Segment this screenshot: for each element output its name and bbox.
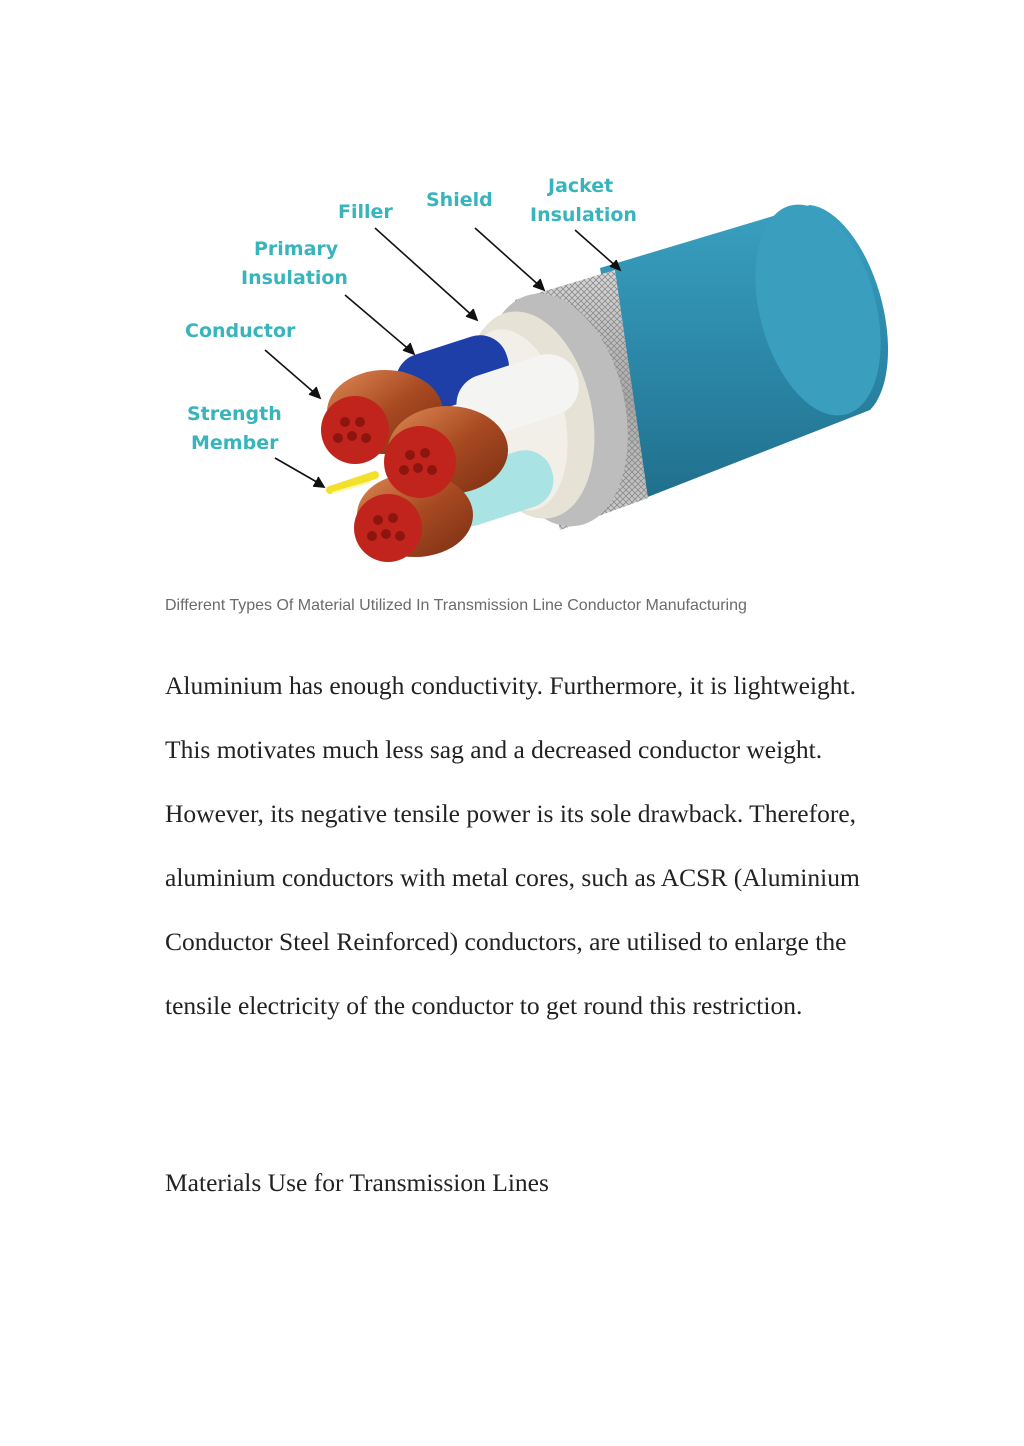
label-conductor: Conductor [185, 320, 296, 342]
body-paragraph: Aluminium has enough conductivity. Furthermore, it is lightweight. This motivates much less sag and a decreased conductor weight. However, its negative tensile power is its sole drawback. Therefore, aluminium conductors with metal cores, such as ACSR (Aluminium Conductor Steel Reinforced) conductors, are utilised to enlarge the tensile electricity of the conductor to get round this restriction. [165, 671, 860, 1020]
label-primary-line1: Primary [254, 238, 339, 260]
jacket-layer [600, 191, 902, 500]
cable-cross-section-figure [170, 160, 930, 590]
label-filler: Filler [338, 201, 393, 223]
label-shield: Shield [426, 189, 493, 211]
label-primary-line2: Insulation [241, 267, 348, 289]
label-strength-line2: Member [191, 432, 279, 454]
label-strength-line1: Strength [187, 403, 282, 425]
label-jacket-line1: Jacket [548, 175, 614, 197]
body-paragraph-container [165, 654, 885, 1038]
cable-illustration [170, 160, 930, 590]
figure-caption: Different Types Of Material Utilized In Transmission Line Conductor Manufacturing [165, 597, 747, 614]
label-jacket-line2: Insulation [530, 204, 637, 226]
section-heading: Materials Use for Transmission Lines [165, 1168, 549, 1197]
